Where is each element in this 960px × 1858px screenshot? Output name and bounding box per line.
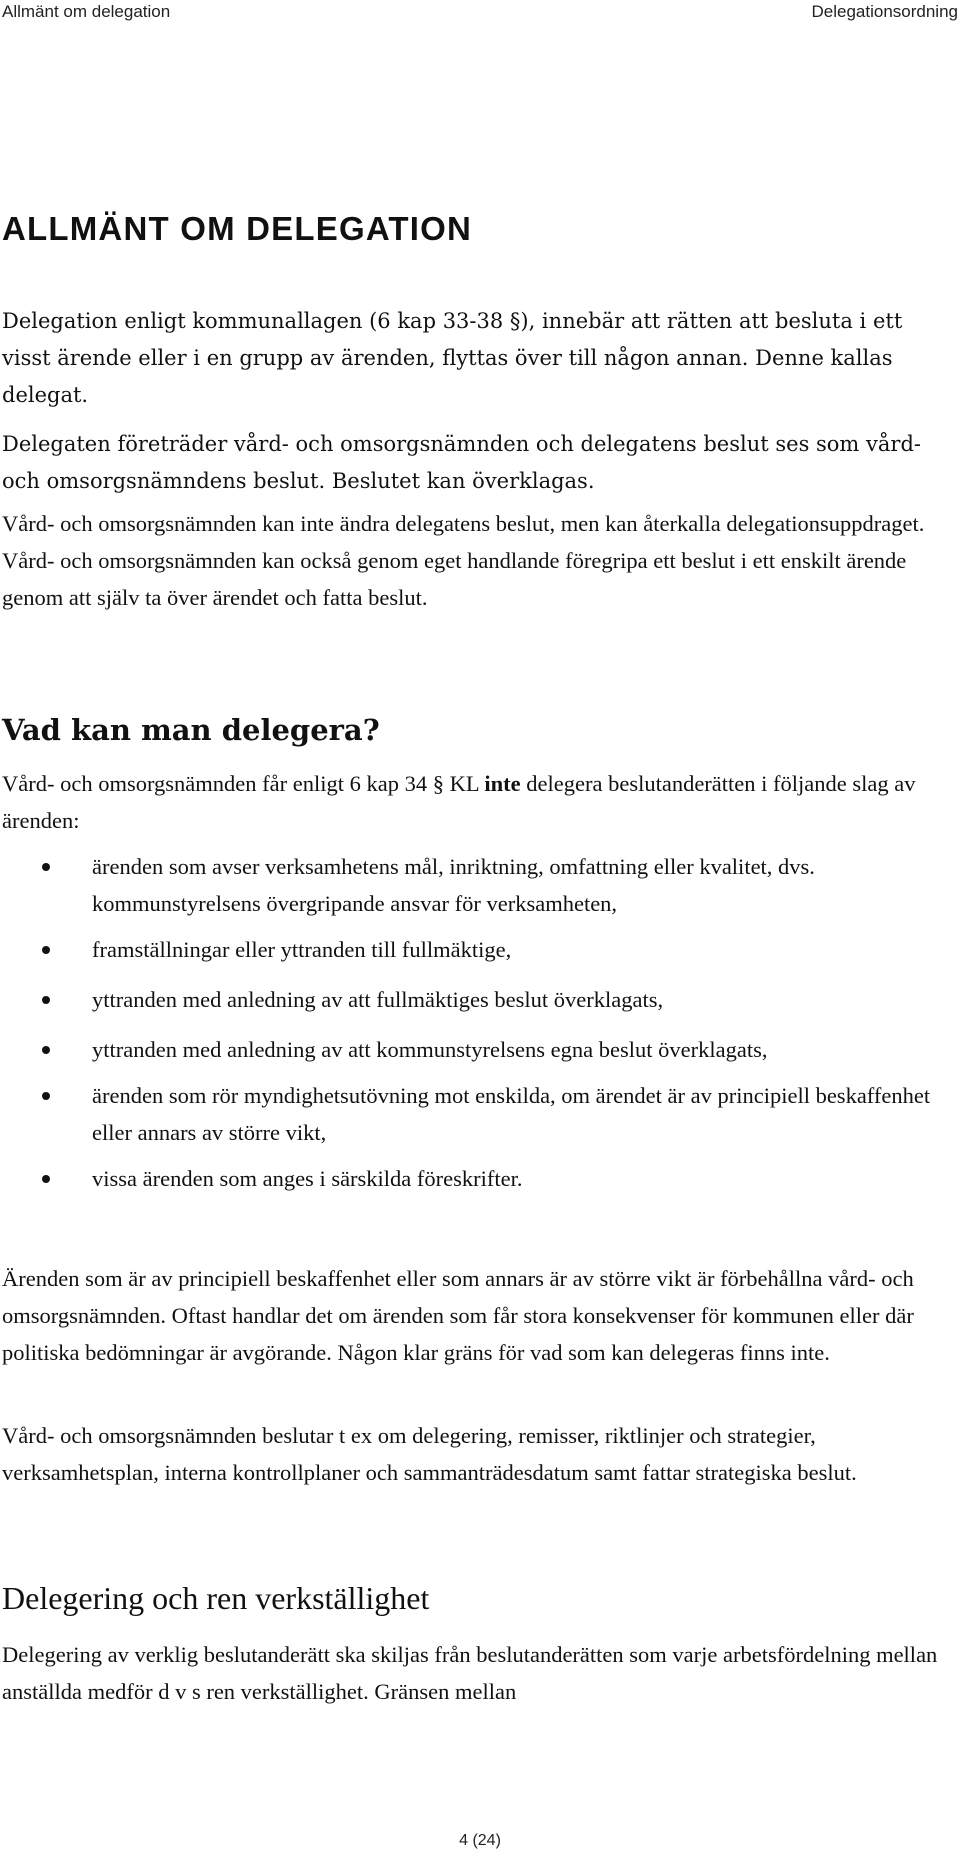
bullet-icon [42,863,50,871]
list-item-text: ärenden som rör myndighetsutövning mot enskilda, om ärendet är av principiell beskaffenhet eller annars av större vikt, [92,1083,931,1145]
lead-text-before: Vård- och omsorgsnämnden får enligt 6 kap 34 § KL [2,771,485,796]
running-header [0,0,960,28]
list-item [0,1077,955,1151]
lead-text-after: delegera beslutanderätten i följande slag av ärenden: [2,771,916,833]
section-heading-execution: Delegering och ren verkställighet [2,1580,430,1616]
list-item [0,848,955,922]
page-title: ALLMÄNT OM DELEGATION [2,210,473,247]
intro-paragraph-1: Delegation enligt kommunallagen (6 kap 33-38 §), innebär att rätten att besluta i ett visst ärende eller i en grupp av ärenden, flyttas över till någon annan. Denne kallas delegat. [2,309,903,407]
intro-paragraph-2: Delegaten företräder vård- och omsorgsnämnden och delegatens beslut ses som vård- och omsorgsnämndens beslut. Beslutet kan överklagas. [2,432,921,493]
bullet-icon [42,1046,50,1054]
list-item-text: yttranden med anledning av att fullmäktiges beslut överklagats, [92,987,664,1012]
header-chapter-title: Allmänt om delegation [2,2,171,21]
list-item-text: ärenden som avser verksamhetens mål, inriktning, omfattning eller kvalitet, dvs. kommunstyrelsens övergripande ansvar för verksamheten, [92,854,815,916]
section-paragraph-committee-decisions: Vård- och omsorgsnämnden beslutar t ex om delegering, remisser, riktlinjer och strategier, verksamhetsplan, interna kontrollplaner och sammanträdesdatum samt fattar strategiska beslut. [2,1423,857,1485]
list-item-text: yttranden med anledning av att kommunstyrelsens egna beslut överklagats, [92,1037,768,1062]
section-lead-paragraph [2,765,955,839]
list-item [0,931,955,968]
header-document-title: Delegationsordning [811,2,958,21]
list-item [0,1031,955,1068]
section-paragraph-execution: Delegering av verklig beslutanderätt ska skiljas från beslutanderätten som varje arbetsfördelning mellan anställda medför d v s ren verkställighet. Gränsen mellan [2,1642,938,1704]
section-heading-delegate: Vad kan man delegera? [2,713,380,747]
page-number: 4 (24) [459,1832,501,1849]
list-item-text: vissa ärenden som anges i särskilda föreskrifter. [92,1166,523,1191]
lead-text-emphasis: inte [484,771,521,796]
section-paragraph-reserved-matters: Ärenden som är av principiell beskaffenhet eller som annars är av större vikt är förbehållna vård- och omsorgsnämnden. Oftast handlar det om ärenden som får stora konsekvenser för kommunen eller där politiska bedömningar är avgörande. Någon klar gräns för vad som kan delegeras finns inte. [2,1266,914,1365]
list-item [0,1160,955,1197]
bullet-icon [42,996,50,1004]
non-delegable-list [0,848,955,1197]
bullet-icon [42,1175,50,1183]
list-item [0,981,955,1018]
intro-paragraph-3: Vård- och omsorgsnämnden kan inte ändra delegatens beslut, men kan återkalla delegationsuppdraget. Vård- och omsorgsnämnden kan också genom eget handlande föregripa ett beslut i ett enskilt ärende genom att själv ta över ärendet och fatta beslut. [2,511,925,610]
bullet-icon [42,1092,50,1100]
bullet-icon [42,946,50,954]
list-item-text: framställningar eller yttranden till fullmäktige, [92,937,512,962]
